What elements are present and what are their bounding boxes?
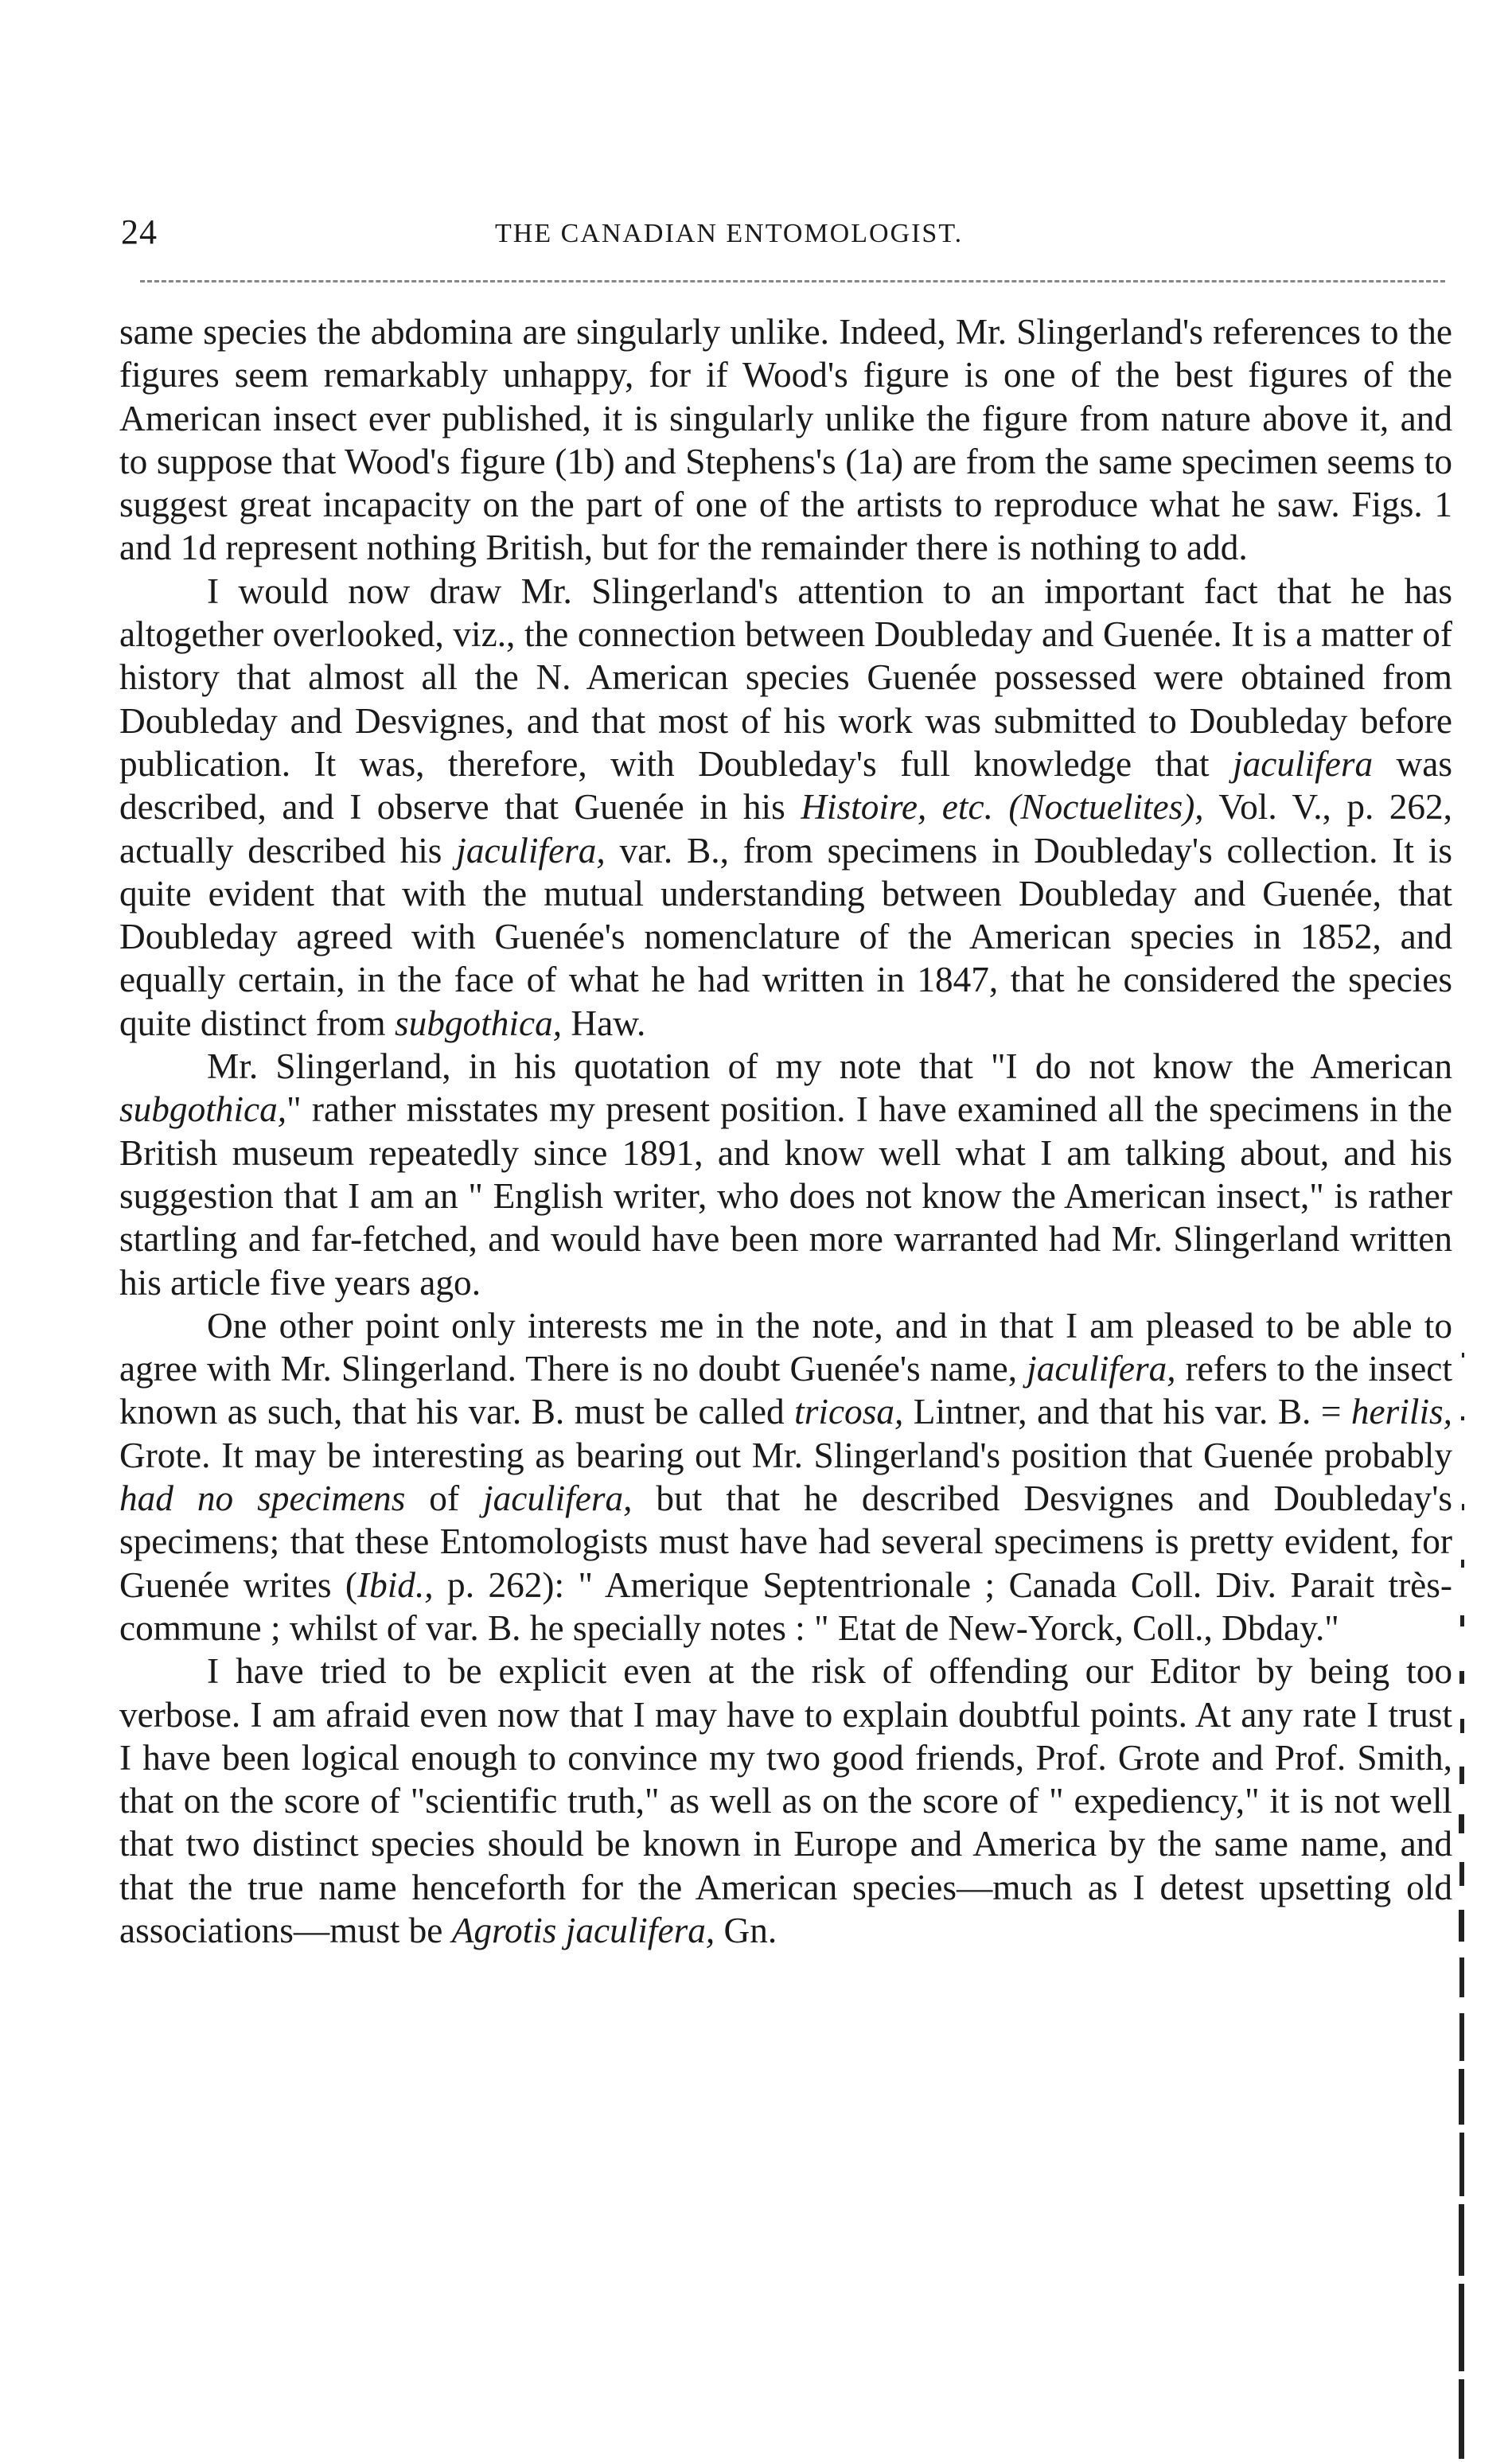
text-run: " rather misstates my present position. I have examined all the specimens in the British museum repeatedly since 1891, and know well what I am talking about, and his suggestion that I am an " English writer, who does not know the American insect," is rather startling and far-fetched, and would have been more warranted had Mr. Slingerland written his article five years ago. xyxy=(119,1089,1452,1303)
text-run: same species the abdomina are singularly unlike. Indeed, Mr. Slingerland's references to the figures seem remarkably unhappy, for if Wood's figure is one of the best figures of the American insect ever published, it is singularly unlike the figure from nature above it, and to suppose that Wood's figure (1b) and Stephens's (1a) are from the same specimen seems to suggest great incapacity on the part of one of the artists to reproduce what he saw. Figs. 1 and 1d represent nothing British, but for the remainder there is nothing to add. xyxy=(119,312,1452,568)
text-run: I have tried to be explicit even at the risk of offending our Editor by being too verbose. I am afraid even now that I may have to explain doubtful points. At any rate I trust I have been logical enough to convince my two good friends, Prof. Grote and Prof. Smith, that on the score of "scientific truth," as well as on the score of " expediency," it is not well that two distinct species should be known in Europe and America by the same name, and that the true name henceforth for the American species—much as I detest upsetting old associations—must be xyxy=(119,1651,1452,1950)
italic-text: had no specimens xyxy=(119,1478,406,1519)
scan-speck xyxy=(1459,2204,1464,2276)
italic-text: jaculifera, xyxy=(483,1478,633,1519)
scan-speck xyxy=(1459,2284,1464,2371)
scan-speck xyxy=(1459,1910,1464,1942)
italic-text: Agrotis jaculifera, xyxy=(451,1910,715,1950)
scan-speck xyxy=(1459,1958,1464,1997)
text-run: refers to the insect known as such, that his var. B. must be called xyxy=(119,1349,1452,1432)
text-run: One other point only interests me in the note, and in that I am pleased to be able to agree with Mr. Slingerland. There is no doubt Guenée's name, xyxy=(119,1305,1452,1389)
scan-speck xyxy=(1462,1504,1464,1510)
scan-speck xyxy=(1459,1767,1464,1784)
scan-speck xyxy=(1461,1416,1464,1420)
article-body xyxy=(119,310,1452,1952)
scan-speck xyxy=(1462,1353,1464,1358)
italic-text: subgothica, xyxy=(394,1003,563,1043)
italic-text: herilis, xyxy=(1350,1392,1452,1432)
text-run: was described, and I observe that Guenée in his xyxy=(119,743,1452,828)
paragraph xyxy=(119,310,1452,570)
scan-speck xyxy=(1459,2133,1464,2196)
text-run: I would now draw Mr. Slingerland's attention to an important fact that he has altogether overlooked, viz., the connection between Doubleday and Guenée. It is a matter of history that almost all the N. American species Guenée possessed were obtained from Doubleday and Desvignes, and that most of his work was submitted to Doubleday before publication. It was, therefore, with Doubleday's full knowledge that xyxy=(119,571,1452,784)
text-run: Gn. xyxy=(715,1910,777,1950)
italic-text: subgothica, xyxy=(119,1089,287,1130)
header-rule xyxy=(140,280,1445,282)
italic-text: jaculifera, xyxy=(1027,1349,1176,1389)
page-number: 24 xyxy=(121,212,158,251)
text-run: of xyxy=(405,1478,484,1519)
paragraph xyxy=(119,1304,1452,1650)
scan-speck xyxy=(1459,1862,1464,1886)
scan-speck xyxy=(1459,2069,1464,2125)
scan-speck xyxy=(1459,2379,1464,2459)
scan-speck xyxy=(1460,1615,1464,1626)
italic-text: Ibid., xyxy=(357,1564,434,1605)
italic-text: jaculifera, xyxy=(456,830,606,871)
scan-speck xyxy=(1461,1560,1464,1568)
binding-edge-marks xyxy=(1453,1353,1464,2462)
text-run: Haw. xyxy=(562,1003,646,1043)
journal-title: THE CANADIAN ENTOMOLOGIST. xyxy=(495,219,964,248)
text-run: Grote. It may be interesting as bearing out Mr. Slingerland's position that Guenée probably xyxy=(119,1435,1452,1475)
italic-text: tricosa, xyxy=(794,1392,904,1432)
text-run: Lintner, and that his var. B. = xyxy=(903,1392,1351,1432)
scan-speck xyxy=(1459,1814,1464,1833)
italic-text: Histoire, etc. (Noctuelites), xyxy=(801,787,1204,828)
scan-speck xyxy=(1459,2013,1464,2061)
scan-speck xyxy=(1460,1719,1464,1733)
text-run: Vol. V., p. 262, actually described his xyxy=(119,787,1453,871)
text-run: Mr. Slingerland, in his quotation of my note that "I do not know the American xyxy=(207,1046,1452,1087)
text-run: p. 262): " Amerique Septentrionale ; Canada Coll. Div. Parait très-commune ; whilst of var. B. he specially notes : " Etat de New-Yorck, Coll., Dbday." xyxy=(119,1564,1452,1648)
italic-text: jaculifera xyxy=(1232,743,1374,784)
running-head xyxy=(121,208,1458,256)
paragraph xyxy=(119,570,1452,1045)
paragraph xyxy=(119,1650,1452,1952)
text-run: but that he described Desvignes and Doubleday's specimens; that these Entomologists must have had several specimens is pretty evident, for Guenée writes ( xyxy=(119,1478,1452,1605)
text-run: var. B., from specimens in Doubleday's collection. It is quite evident that with the mutual understanding between Doubleday and Guenée, that Doubleday agreed with Guenée's nomenclature of the American species in 1852, and equally certain, in the face of what he had written in 1847, that he considered the species quite distinct from xyxy=(119,830,1452,1043)
scan-speck xyxy=(1459,1671,1464,1684)
paragraph xyxy=(119,1045,1452,1304)
